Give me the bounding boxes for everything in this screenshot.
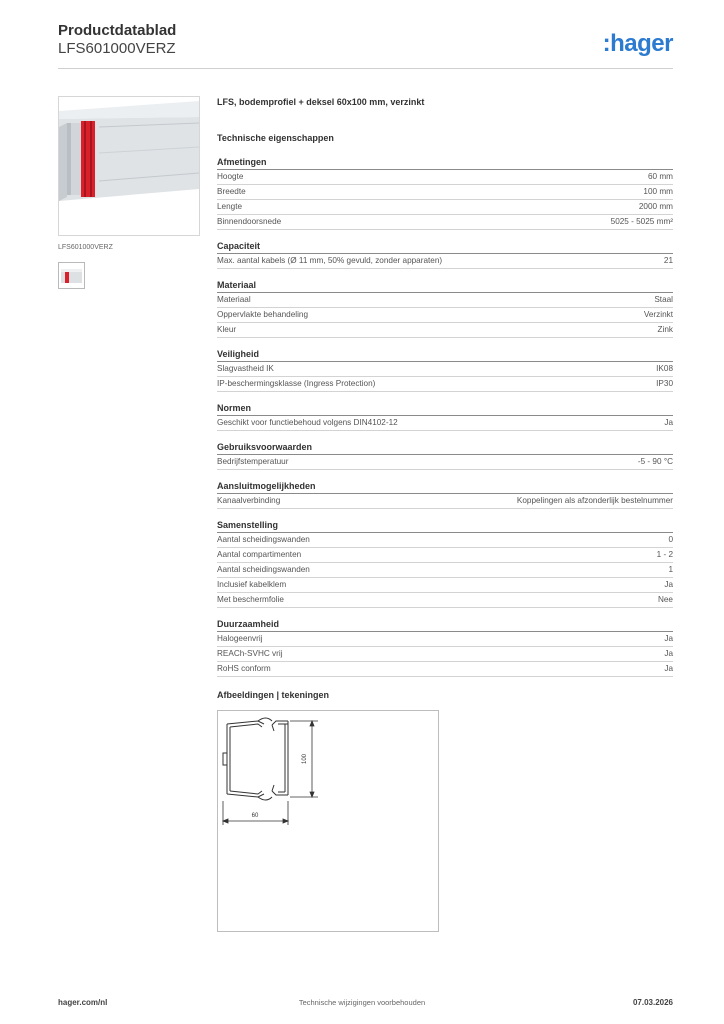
spec-value: Nee bbox=[657, 595, 673, 604]
spec-label: Aantal scheidingswanden bbox=[217, 565, 310, 574]
spec-row bbox=[217, 308, 673, 323]
spec-row bbox=[217, 362, 673, 377]
section-title: Materiaal bbox=[217, 279, 673, 293]
spec-value: 0 bbox=[668, 535, 673, 544]
spec-label: Halogeenvrij bbox=[217, 634, 263, 643]
section-title: Gebruiksvoorwaarden bbox=[217, 441, 673, 455]
header-divider bbox=[58, 68, 673, 69]
spec-value: Ja bbox=[664, 634, 673, 643]
section-veiligheid bbox=[217, 348, 673, 392]
spec-value: 1 - 2 bbox=[656, 550, 673, 559]
cross-section-drawing bbox=[218, 711, 438, 931]
spec-value: Ja bbox=[664, 664, 673, 673]
spec-row bbox=[217, 662, 673, 677]
brand-logo: :hager bbox=[602, 30, 673, 57]
image-thumbnail[interactable] bbox=[58, 262, 85, 289]
spec-row bbox=[217, 563, 673, 578]
spec-value: 21 bbox=[663, 256, 673, 265]
spec-row bbox=[217, 578, 673, 593]
product-image bbox=[58, 96, 200, 236]
spec-value: Zink bbox=[657, 325, 673, 334]
spec-value: 1 bbox=[668, 565, 673, 574]
section-duurzaamheid bbox=[217, 618, 673, 677]
technical-properties-heading: Technische eigenschappen bbox=[217, 133, 334, 143]
section-title: Afmetingen bbox=[217, 156, 673, 170]
page-header bbox=[58, 22, 673, 68]
spec-value: 2000 mm bbox=[638, 202, 673, 211]
spec-label: Geschikt voor functiebehoud volgens DIN4102-12 bbox=[217, 418, 398, 427]
spec-row bbox=[217, 494, 673, 509]
width-dimension-label: 60 bbox=[251, 813, 259, 819]
section-title: Normen bbox=[217, 402, 673, 416]
cable-trunking-illustration bbox=[59, 97, 199, 235]
spec-value: -5 - 90 °C bbox=[637, 457, 673, 466]
spec-row bbox=[217, 647, 673, 662]
section-gebruiksvoorwaarden bbox=[217, 441, 673, 470]
height-dimension-label: 100 bbox=[302, 753, 308, 765]
spec-row bbox=[217, 377, 673, 392]
spec-row bbox=[217, 455, 673, 470]
spec-row bbox=[217, 170, 673, 185]
spec-label: Lengte bbox=[217, 202, 243, 211]
spec-value: Ja bbox=[664, 418, 673, 427]
thumbnail-illustration bbox=[59, 263, 84, 288]
spec-label: Met beschermfolie bbox=[217, 595, 284, 604]
drawings-heading: Afbeeldingen | tekeningen bbox=[217, 690, 330, 700]
spec-label: Kanaalverbinding bbox=[217, 496, 281, 505]
spec-row bbox=[217, 548, 673, 563]
spec-value: Koppelingen als afzonderlijk bestelnummer bbox=[516, 496, 673, 505]
spec-row bbox=[217, 632, 673, 647]
spec-value: 60 mm bbox=[647, 172, 673, 181]
spec-row bbox=[217, 254, 673, 269]
image-caption: LFS601000VERZ bbox=[58, 244, 113, 251]
spec-label: RoHS conform bbox=[217, 664, 271, 673]
spec-value: Staal bbox=[654, 295, 673, 304]
spec-value: Verzinkt bbox=[643, 310, 673, 319]
section-capaciteit bbox=[217, 240, 673, 269]
section-samenstelling bbox=[217, 519, 673, 608]
product-code: LFS601000VERZ bbox=[58, 40, 176, 57]
section-aansluitmogelijkheden bbox=[217, 480, 673, 509]
spec-row bbox=[217, 215, 673, 230]
spec-row bbox=[217, 323, 673, 338]
section-normen bbox=[217, 402, 673, 431]
spec-label: Binnendoorsnede bbox=[217, 217, 282, 226]
section-title: Samenstelling bbox=[217, 519, 673, 533]
footer-date: 07.03.2026 bbox=[632, 998, 673, 1007]
spec-label: Materiaal bbox=[217, 295, 251, 304]
spec-label: Slagvastheid IK bbox=[217, 364, 274, 373]
footer-disclaimer: Technische wijzigingen voorbehouden bbox=[298, 998, 426, 1007]
footer-website-link[interactable]: hager.com/nl bbox=[58, 998, 108, 1007]
spec-value: 100 mm bbox=[643, 187, 673, 196]
section-materiaal bbox=[217, 279, 673, 338]
spec-label: Bedrijfstemperatuur bbox=[217, 457, 289, 466]
spec-label: Breedte bbox=[217, 187, 246, 196]
document-title: Productdatablad bbox=[58, 22, 177, 39]
section-title: Duurzaamheid bbox=[217, 618, 673, 632]
spec-label: Hoogte bbox=[217, 172, 244, 181]
section-title: Veiligheid bbox=[217, 348, 673, 362]
spec-row bbox=[217, 293, 673, 308]
spec-row bbox=[217, 533, 673, 548]
spec-label: IP-beschermingsklasse (Ingress Protection) bbox=[217, 379, 376, 388]
spec-label: Max. aantal kabels (Ø 11 mm, 50% gevuld, zonder apparaten) bbox=[217, 256, 443, 265]
spec-label: Aantal compartimenten bbox=[217, 550, 302, 559]
section-title: Capaciteit bbox=[217, 240, 673, 254]
spec-label: Kleur bbox=[217, 325, 237, 334]
spec-value: IK08 bbox=[656, 364, 673, 373]
spec-row bbox=[217, 200, 673, 215]
spec-value: 5025 - 5025 mm² bbox=[610, 217, 673, 226]
spec-value: Ja bbox=[664, 580, 673, 589]
spec-row bbox=[217, 185, 673, 200]
spec-value: IP30 bbox=[656, 379, 673, 388]
spec-label: Aantal scheidingswanden bbox=[217, 535, 310, 544]
spec-label: Oppervlakte behandeling bbox=[217, 310, 309, 319]
spec-label: REACh-SVHC vrij bbox=[217, 649, 283, 658]
product-title: LFS, bodemprofiel + deksel 60x100 mm, verzinkt bbox=[217, 97, 425, 107]
spec-row bbox=[217, 416, 673, 431]
section-afmetingen bbox=[217, 156, 673, 230]
spec-row bbox=[217, 593, 673, 608]
spec-label: Inclusief kabelklem bbox=[217, 580, 287, 589]
spec-value: Ja bbox=[664, 649, 673, 658]
specifications bbox=[217, 96, 673, 687]
technical-drawing bbox=[217, 710, 439, 932]
section-title: Aansluitmogelijkheden bbox=[217, 480, 673, 494]
